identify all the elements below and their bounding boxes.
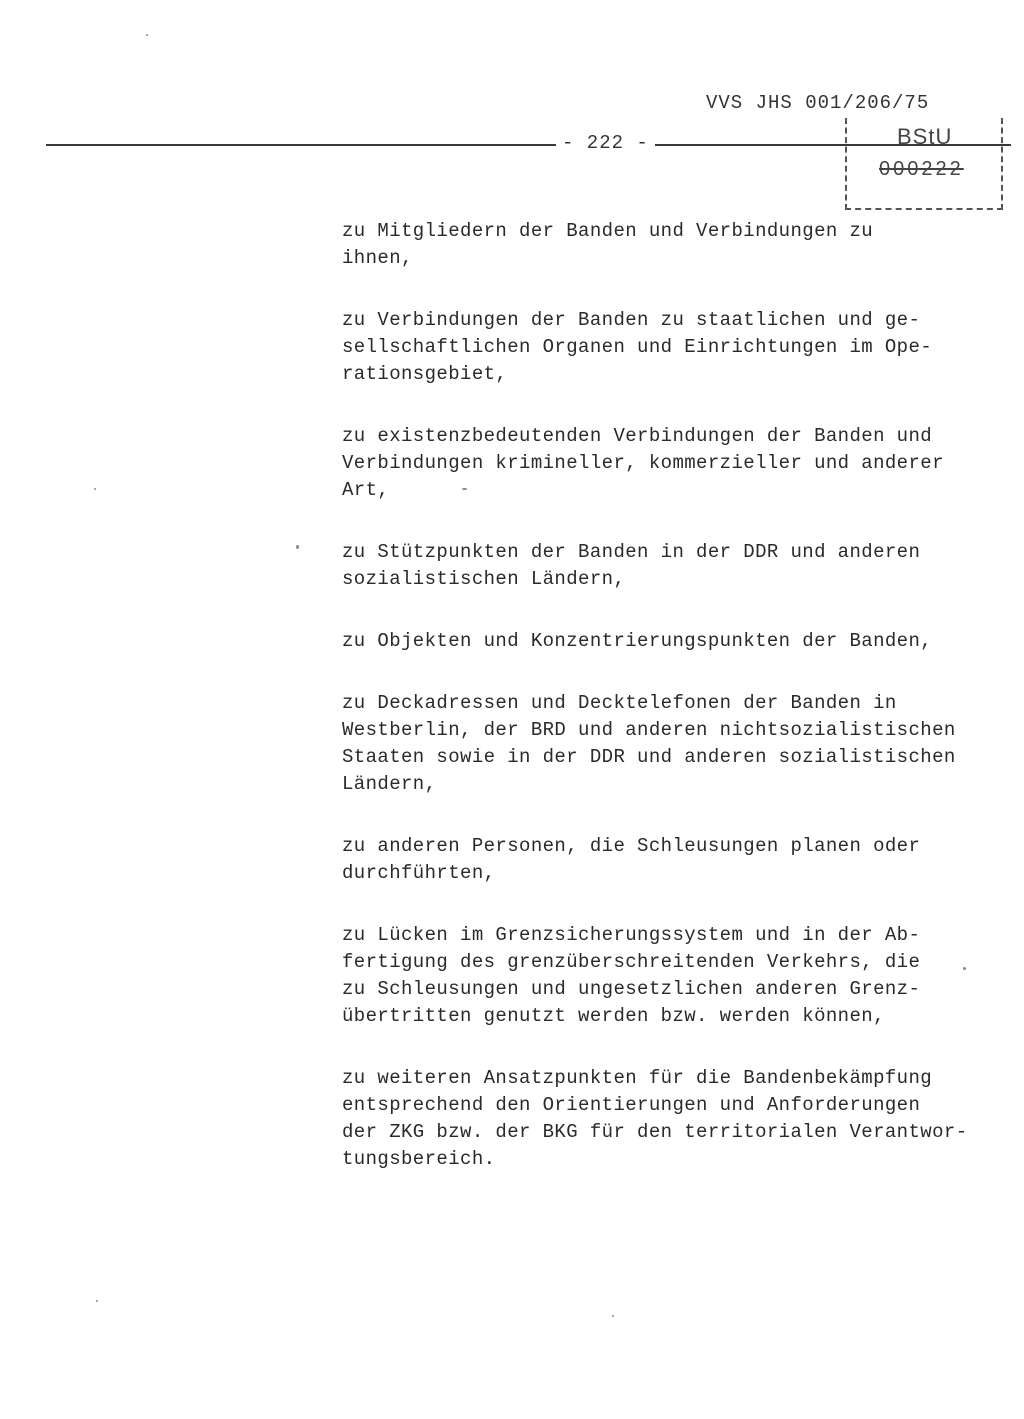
stamp-page-number: 000222 xyxy=(879,158,964,180)
paragraph: zu Verbindungen der Banden zu staatlichen und ge- sellschaftlichen Organen und Einrichtungen im Ope- rationsgebiet, xyxy=(342,309,933,385)
scan-speck xyxy=(96,1300,98,1302)
paragraph: zu Lücken im Grenzsicherungssystem und in der Ab- fertigung des grenzüberschreitenden Verkehrs, die zu Schleusungen und ungesetzlichen anderen Grenz- übertritten genutzt werden bzw. werden können, xyxy=(342,924,921,1027)
scan-speck xyxy=(963,967,966,970)
paragraph: zu Stützpunkten der Banden in der DDR und anderen sozialistischen Ländern, xyxy=(342,541,921,590)
body-text xyxy=(342,218,992,1173)
scan-speck xyxy=(94,488,96,490)
stamp-agency: BStU xyxy=(897,124,953,149)
paragraph: zu Deckadressen und Decktelefonen der Banden in Westberlin, der BRD und anderen nichtsozialistischen Staaten sowie in der DDR und anderen sozialistischen Ländern, xyxy=(342,692,956,795)
paragraph: zu weiteren Ansatzpunkten für die Bandenbekämpfung entsprechend den Orientierungen und Anforderungen der ZKG bzw. der BKG für den territorialen Verantwor- tungsbereich. xyxy=(342,1067,968,1170)
page-number: - 222 - xyxy=(556,132,655,154)
paragraph: zu Objekten und Konzentrierungspunkten der Banden, xyxy=(342,630,933,652)
scan-speck xyxy=(462,488,467,490)
scan-speck xyxy=(296,545,299,549)
paragraph: zu Mitgliedern der Banden und Verbindungen zu ihnen, xyxy=(342,220,874,269)
scan-speck xyxy=(146,34,148,36)
document-reference: VVS JHS 001/206/75 xyxy=(706,92,930,114)
paragraph: zu anderen Personen, die Schleusungen planen oder durchführten, xyxy=(342,835,921,884)
scan-speck xyxy=(612,1315,614,1317)
archive-stamp xyxy=(845,118,1003,210)
paragraph: zu existenzbedeutenden Verbindungen der Banden und Verbindungen krimineller, kommerzieller und anderer Art, xyxy=(342,425,944,501)
